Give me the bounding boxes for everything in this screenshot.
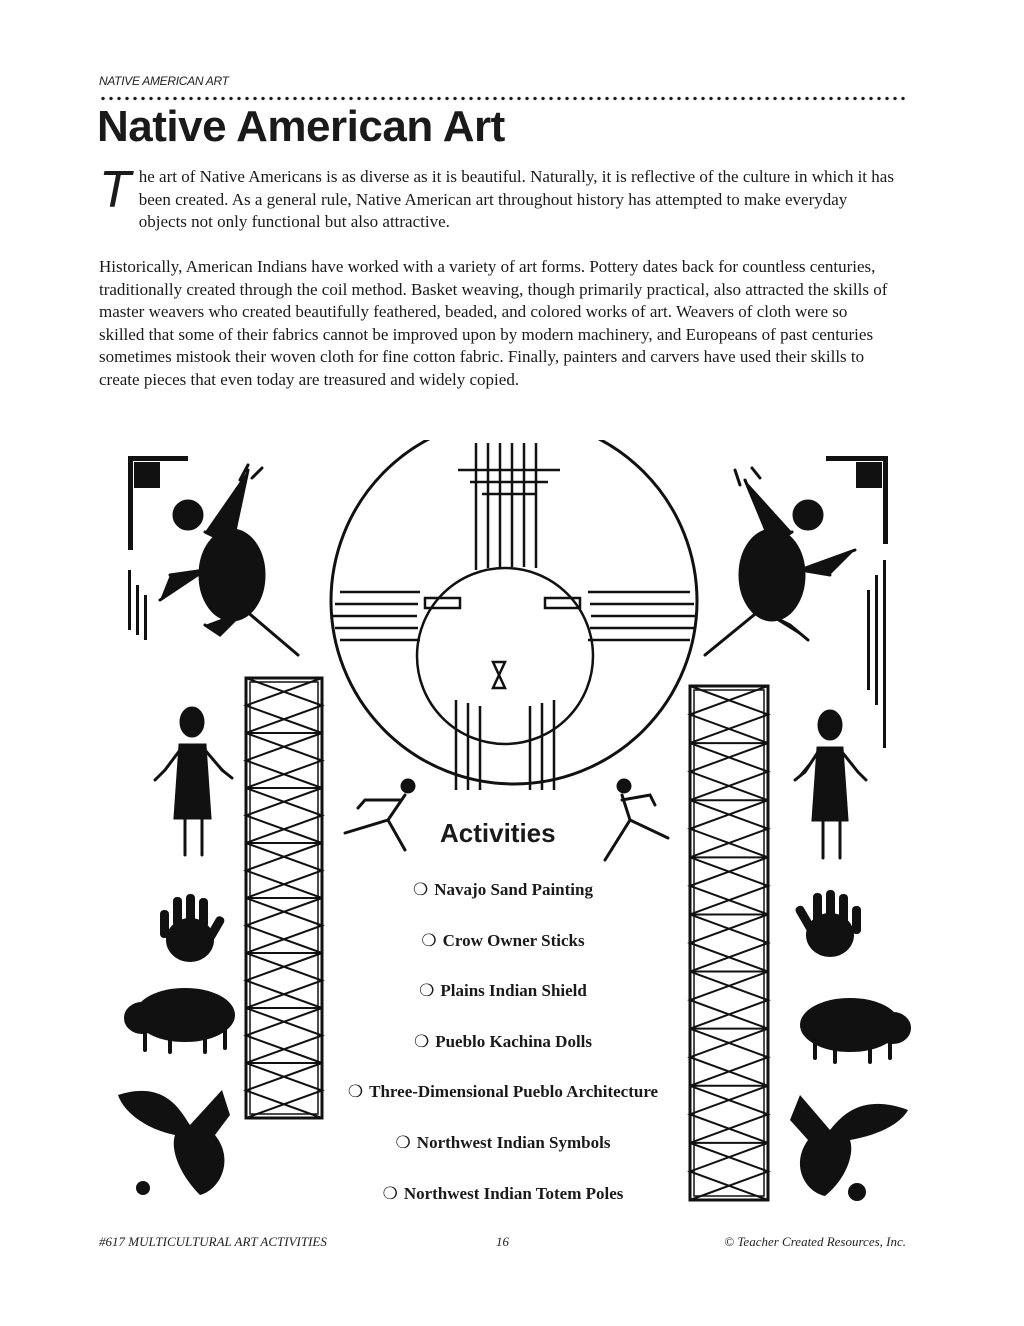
stick-figure-icon [795, 711, 866, 858]
intro-text: he art of Native Americans is as diverse as it is beautiful. Naturally, it is reflective of the culture in which it has been created. As a general rule, Native American art throughout history has attempted to make everyday objects not only functional but also attractive. [138, 167, 894, 231]
sun-face-icon [331, 440, 697, 790]
section-tag: NATIVE AMERICAN ART [99, 74, 229, 88]
dotted-divider [99, 96, 909, 101]
bird-icon [790, 1095, 908, 1201]
activity-item [263, 931, 743, 951]
activity-label: Plains Indian Shield [440, 981, 587, 1000]
history-paragraph: Historically, American Indians have worked with a variety of art forms. Pottery dates back for countless centuries, traditionally created through the coil method. Basket weaving, though primarily practical, also attracted the skills of master weavers who created beautifully feathered, beaded, and colored works of art. Weavers of cloth were so skilled that some of their fabrics cannot be improved upon by modern machinery, and Europeans of past centuries sometimes mistook their woven cloth for fine cotton fabric. Finally, painters and carvers have used their skills to create pieces that even today are treasured and widely copied. [99, 257, 888, 389]
activity-item [263, 981, 743, 1001]
intro-paragraph [99, 161, 899, 234]
hand-icon [794, 890, 861, 957]
stick-figure-icon [345, 780, 414, 850]
activity-item [263, 1032, 743, 1052]
activity-label: Northwest Indian Symbols [416, 1133, 611, 1152]
left-border-lines [128, 456, 188, 640]
activity-item [263, 1133, 743, 1153]
activity-label: Pueblo Kachina Dolls [435, 1032, 593, 1051]
circle-bullet-icon: ❍ [413, 1032, 430, 1051]
activity-item [263, 880, 743, 900]
circle-bullet-icon: ❍ [395, 1133, 411, 1152]
right-border-lines [826, 456, 888, 748]
buffalo-icon [802, 1000, 909, 1062]
circle-bullet-icon: ❍ [419, 981, 435, 1000]
activity-label: Navajo Sand Painting [434, 880, 593, 899]
activity-item [263, 1082, 743, 1102]
activity-item [263, 1184, 743, 1204]
footer-book-title: #617 MULTICULTURAL ART ACTIVITIES [99, 1234, 327, 1249]
footer-page-number: 16 [496, 1234, 509, 1249]
circle-bullet-icon: ❍ [382, 1184, 398, 1203]
circle-bullet-icon: ❍ [421, 931, 437, 950]
circle-bullet-icon: ❍ [413, 880, 429, 899]
drop-cap: T [99, 161, 131, 219]
stick-figure-icon [605, 780, 668, 860]
activities-heading: Activities [440, 818, 556, 848]
hand-icon [160, 894, 226, 962]
footer-copyright: © Teacher Created Resources, Inc. [724, 1234, 906, 1249]
bird-icon [118, 1090, 230, 1195]
activity-label: Northwest Indian Totem Poles [403, 1184, 624, 1203]
activity-label: Crow Owner Sticks [442, 931, 585, 950]
activity-label: Three-Dimensional Pueblo Architecture [369, 1082, 659, 1101]
dancer-icon [705, 468, 855, 655]
page-title: Native American Art [97, 102, 505, 151]
stick-figure-icon [155, 708, 232, 855]
circle-bullet-icon: ❍ [347, 1082, 364, 1101]
dancer-icon [160, 465, 298, 655]
buffalo-icon [126, 990, 233, 1052]
